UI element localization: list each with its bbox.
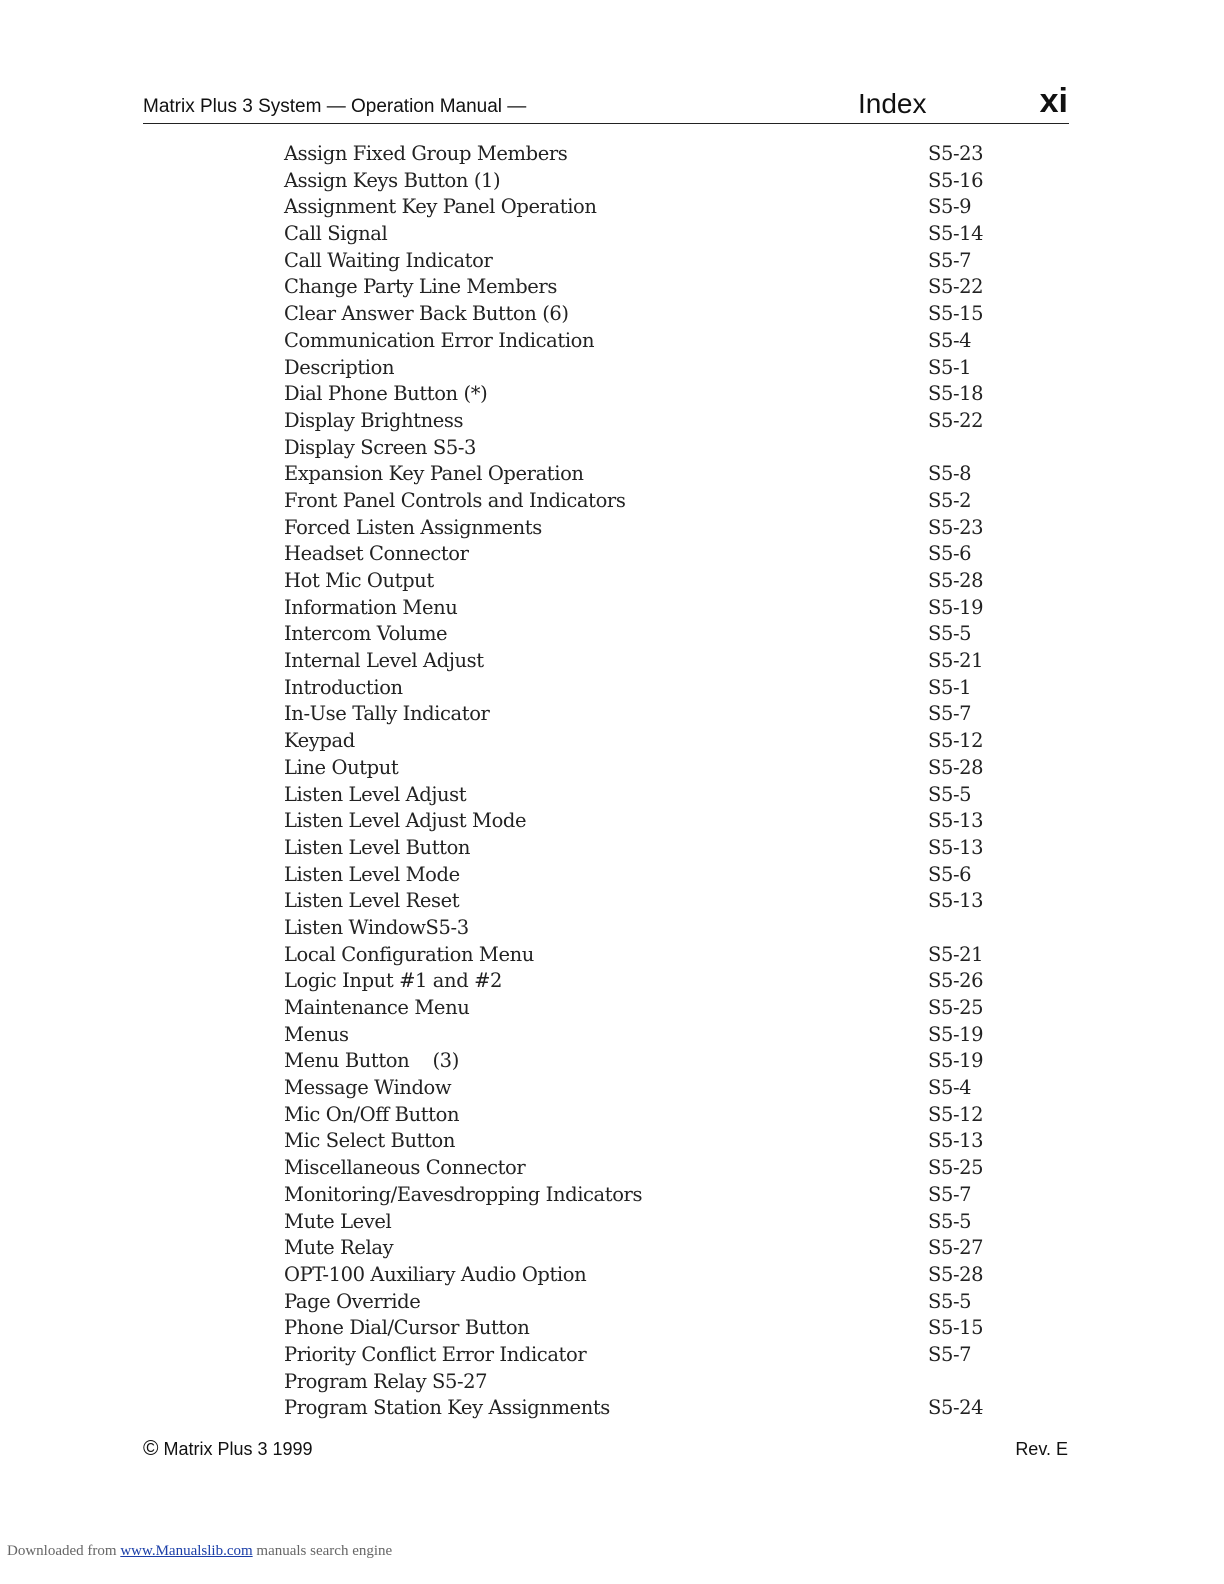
index-entry [284,515,1004,542]
index-entry [284,728,1004,755]
index-entry [284,381,1004,408]
index-entry [284,995,1004,1022]
page-reference: S5-13 [928,835,984,859]
index-entry [284,888,1004,915]
page-reference: S5-24 [928,1396,984,1420]
index-entry [284,435,1004,462]
index-entry [284,862,1004,889]
page-reference: S5-28 [928,755,984,779]
page-reference: S5-7 [928,1342,972,1366]
index-term: Priority Conflict Error Indicator [284,1342,587,1366]
page-reference: S5-15 [928,1316,984,1340]
index-term: Assign Fixed Group Members [284,142,568,165]
index-entry [284,915,1004,942]
index-term: Local Configuration Menu [284,942,534,966]
index-entry [284,1155,1004,1182]
index-term: Hot Mic Output [284,569,434,592]
page-reference: S5-13 [928,1129,984,1153]
index-entry [284,942,1004,969]
download-prefix: Downloaded from [7,1543,117,1559]
page-reference: S5-7 [928,248,972,272]
page-reference: S5-28 [928,569,984,592]
copyright-text: Matrix Plus 3 1999 [163,1439,313,1459]
index-term: Headset Connector [284,542,469,566]
page-reference: S5-19 [928,1049,984,1073]
page-reference: S5-13 [928,809,984,833]
index-list [284,141,1004,1422]
page-reference: S5-16 [928,168,984,192]
index-term: Miscellaneous Connector [284,1156,526,1180]
index-entry [284,1262,1004,1289]
page-reference: S5-1 [928,675,972,699]
index-term: Program Station Key Assignments [284,1396,610,1420]
index-term: Clear Answer Back Button (6) [284,302,569,326]
index-term: Program Relay S5-27 [284,1369,488,1393]
index-term: Expansion Key Panel Operation [284,462,584,486]
index-entry [284,1048,1004,1075]
copyright-symbol: © [143,1437,159,1460]
index-term: Maintenance Menu [284,996,470,1019]
index-entry [284,1128,1004,1155]
index-entry [284,461,1004,488]
index-entry [284,1182,1004,1209]
index-entry [284,1342,1004,1369]
page-reference: S5-13 [928,889,984,913]
page-reference: S5-23 [928,142,984,165]
page-reference: S5-25 [928,996,984,1019]
page-reference: S5-28 [928,1262,984,1286]
page-reference: S5-21 [928,649,984,673]
index-entry [284,1289,1004,1316]
index-term: Change Party Line Members [284,275,557,299]
page-reference: S5-8 [928,462,972,486]
index-term: Display Screen S5-3 [284,435,477,459]
index-term: Listen Level Mode [284,862,460,886]
index-entry [284,328,1004,355]
page-reference: S5-15 [928,302,984,326]
page-reference: S5-1 [928,355,972,379]
index-entry [284,675,1004,702]
index-entry [284,355,1004,382]
page-reference: S5-22 [928,275,984,299]
index-term: Call Signal [284,222,388,246]
page-reference: S5-5 [928,1289,972,1313]
page-reference: S5-23 [928,515,984,539]
page-reference: S5-7 [928,1182,972,1206]
index-term: Dial Phone Button (*) [284,382,488,406]
section-title: Index [858,88,927,119]
index-term: Keypad [284,729,355,753]
page-reference: S5-14 [928,222,984,246]
page-reference: S5-5 [928,782,972,806]
index-entry [284,568,1004,595]
index-term: Internal Level Adjust [284,649,484,673]
page-reference: S5-19 [928,1022,984,1046]
index-term: Phone Dial/Cursor Button [284,1316,530,1340]
index-entry [284,701,1004,728]
index-entry [284,782,1004,809]
header-divider [143,123,1069,124]
index-entry [284,141,1004,168]
index-term: Display Brightness [284,408,464,432]
index-term: Listen Level Button [284,835,471,859]
index-term: Message Window [284,1076,452,1100]
page-reference: S5-5 [928,622,972,646]
index-entry [284,1369,1004,1396]
index-term: Listen WindowS5-3 [284,915,469,939]
index-entry [284,968,1004,995]
manualslib-link[interactable]: www.Manualslib.com [120,1543,253,1559]
index-entry [284,1395,1004,1422]
index-term: Listen Level Reset [284,889,460,913]
page-number: xi [1039,82,1068,120]
page-reference: S5-4 [928,1076,972,1100]
manual-title: Matrix Plus 3 System — Operation Manual — [143,96,527,117]
index-term: Assign Keys Button (1) [284,168,501,192]
page-reference: S5-27 [928,1236,984,1260]
index-term: Listen Level Adjust Mode [284,809,527,833]
page-reference: S5-12 [928,1102,984,1126]
page-reference: S5-18 [928,382,984,406]
index-entry [284,755,1004,782]
index-entry [284,1315,1004,1342]
page-reference: S5-6 [928,542,972,566]
index-entry [284,488,1004,515]
index-entry [284,1075,1004,1102]
page-reference: S5-6 [928,862,972,886]
page-reference: S5-4 [928,328,972,352]
index-term: Listen Level Adjust [284,782,467,806]
index-term: Mute Level [284,1209,392,1233]
page-reference: S5-12 [928,729,984,753]
index-term: Menu Button (3) [284,1049,459,1073]
page-reference: S5-5 [928,1209,972,1233]
index-entry [284,621,1004,648]
index-term: Description [284,355,395,379]
index-term: Logic Input #1 and #2 [284,969,503,993]
index-term: Forced Listen Assignments [284,515,542,539]
index-term: Introduction [284,675,403,699]
index-entry [284,221,1004,248]
index-entry [284,808,1004,835]
index-entry [284,1022,1004,1049]
index-entry [284,1102,1004,1129]
download-note [7,1543,392,1560]
index-entry [284,1235,1004,1262]
page-reference: S5-26 [928,969,984,993]
index-term: Information Menu [284,595,458,619]
index-entry [284,595,1004,622]
index-entry [284,408,1004,435]
index-entry [284,835,1004,862]
page-reference: S5-22 [928,408,984,432]
index-term: Assignment Key Panel Operation [284,195,597,219]
revision-label: Rev. E [1015,1439,1068,1459]
index-entry [284,248,1004,275]
page-reference: S5-19 [928,595,984,619]
index-term: Monitoring/Eavesdropping Indicators [284,1182,643,1206]
index-entry [284,274,1004,301]
index-entry [284,648,1004,675]
copyright-notice [143,1437,313,1461]
index-term: Menus [284,1022,349,1046]
index-term: Page Override [284,1289,421,1313]
page-reference: S5-25 [928,1156,984,1180]
index-entry [284,301,1004,328]
index-term: Line Output [284,755,399,779]
index-entry [284,541,1004,568]
index-term: Mute Relay [284,1236,394,1260]
page-reference: S5-9 [928,195,972,219]
page-reference: S5-2 [928,488,972,512]
index-term: In-Use Tally Indicator [284,702,490,726]
index-entry [284,1209,1004,1236]
index-term: Intercom Volume [284,622,448,646]
index-entry [284,194,1004,221]
index-term: Communication Error Indication [284,328,595,352]
index-term: Mic Select Button [284,1129,456,1153]
index-entry [284,168,1004,195]
download-suffix: manuals search engine [256,1543,393,1559]
index-term: Front Panel Controls and Indicators [284,488,626,512]
page-reference: S5-7 [928,702,972,726]
page-reference: S5-21 [928,942,984,966]
index-term: Mic On/Off Button [284,1102,460,1126]
index-term: OPT-100 Auxiliary Audio Option [284,1262,587,1286]
index-term: Call Waiting Indicator [284,248,493,272]
